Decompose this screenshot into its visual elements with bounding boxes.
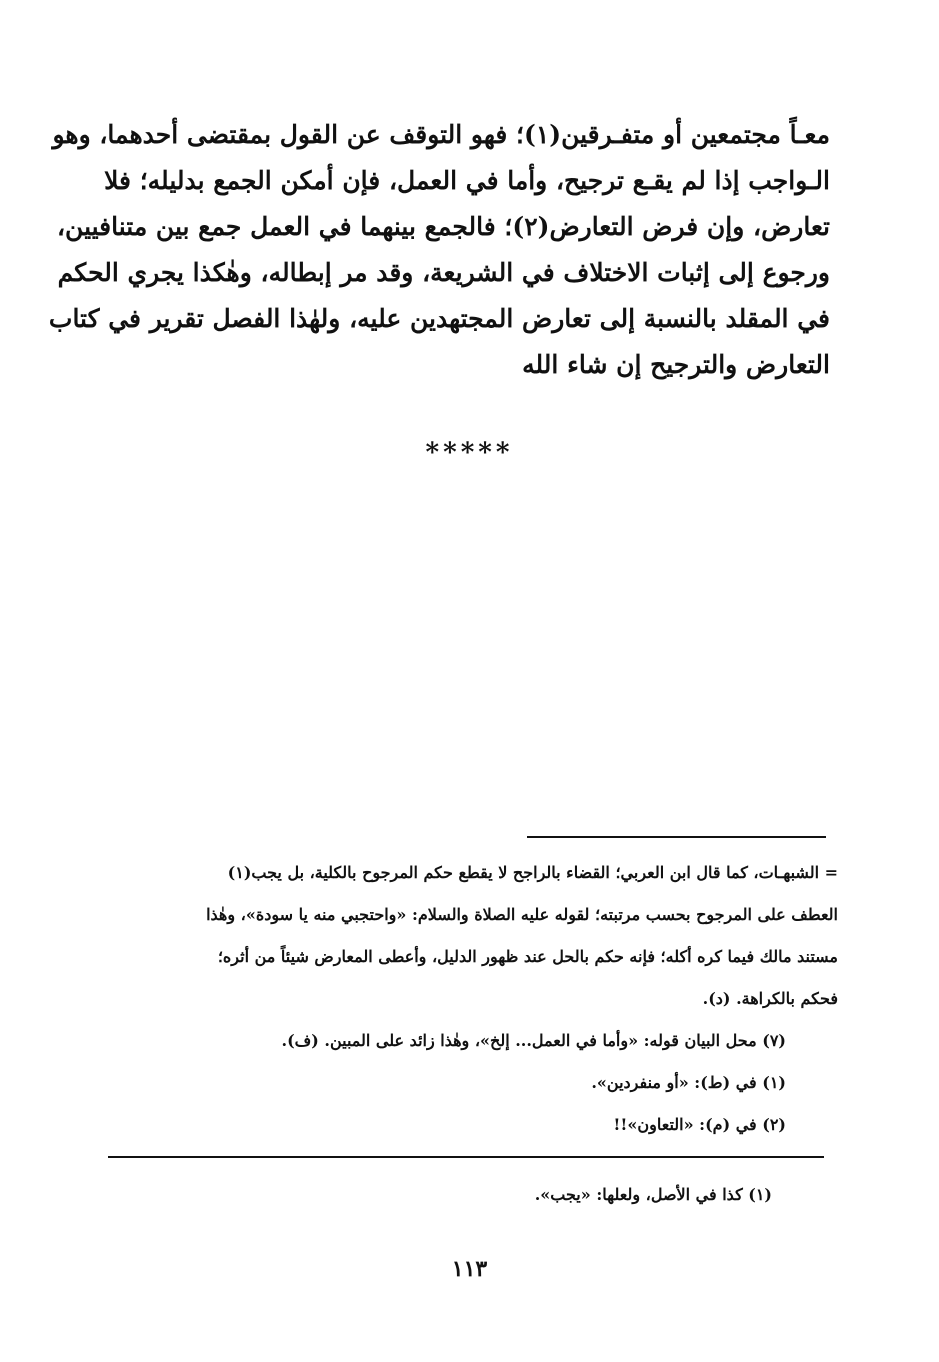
footnote-line: (٢) في (م): «التعاون»!! <box>613 1115 786 1134</box>
secondary-footnotes-block <box>104 1174 816 1216</box>
footnote-line: (٧) محل البيان قوله: «وأما في العمل... إلخ»، وهٰذا زائد على المبين. (ف). <box>281 1031 786 1050</box>
footnote-divider-long <box>108 1156 824 1158</box>
main-text-line: ورجوع إلى إثبات الاختلاف في الشريعة، وقد مر إبطاله، وهٰكذا يجري الحكم <box>57 258 830 287</box>
footnotes-block <box>104 852 838 1146</box>
footnote-divider-short <box>527 836 826 838</box>
secondary-footnote-line: (١) كذا في الأصل، ولعلها: «يجب». <box>534 1185 772 1204</box>
footnote-line: فحكم بالكراهة. (د). <box>702 989 838 1008</box>
main-text-line: في المقلد بالنسبة إلى تعارض المجتهدين عليه، ولهٰذا الفصل تقرير في كتاب <box>48 304 830 333</box>
main-text-line: الـواجب إذا لم يقـع ترجيح، وأما في العمل، فإن أمكن الجمع بدليله؛ فلا <box>104 166 830 195</box>
footnote-line: مستند مالك فيما كره أكله؛ فإنه حكم بالحل عند ظهور الدليل، وأعطى المعارض شيئاً من أثره؛ <box>217 947 838 966</box>
main-text-line: تعارض، وإن فرض التعارض(٢)؛ فالجمع بينهما في العمل جمع بين متنافيين، <box>56 212 830 241</box>
footnote-line: العطف على المرجوح بحسب مرتبته؛ لقوله عليه الصلاة والسلام: «واحتجبي منه يا سودة»، وهٰذا <box>206 905 838 924</box>
main-text-line: التعارض والترجيح إن شاء الله <box>522 350 830 379</box>
page-number: ١١٣ <box>451 1256 488 1282</box>
footnote-line: = الشبهـات، كما قال ابن العربي؛ القضاء بالراجح لا يقطع حكم المرجوح بالكلية، بل يجب(١) <box>227 863 838 882</box>
section-separator: ***** <box>425 438 514 468</box>
main-text-block <box>48 112 830 388</box>
footnote-line: (١) في (ط): «أو منفردين». <box>591 1073 786 1092</box>
main-text-line: معـاً مجتمعين أو متفـرقين(١)؛ فهو التوقف عن القول بمقتضى أحدهما، وهو <box>52 120 830 149</box>
